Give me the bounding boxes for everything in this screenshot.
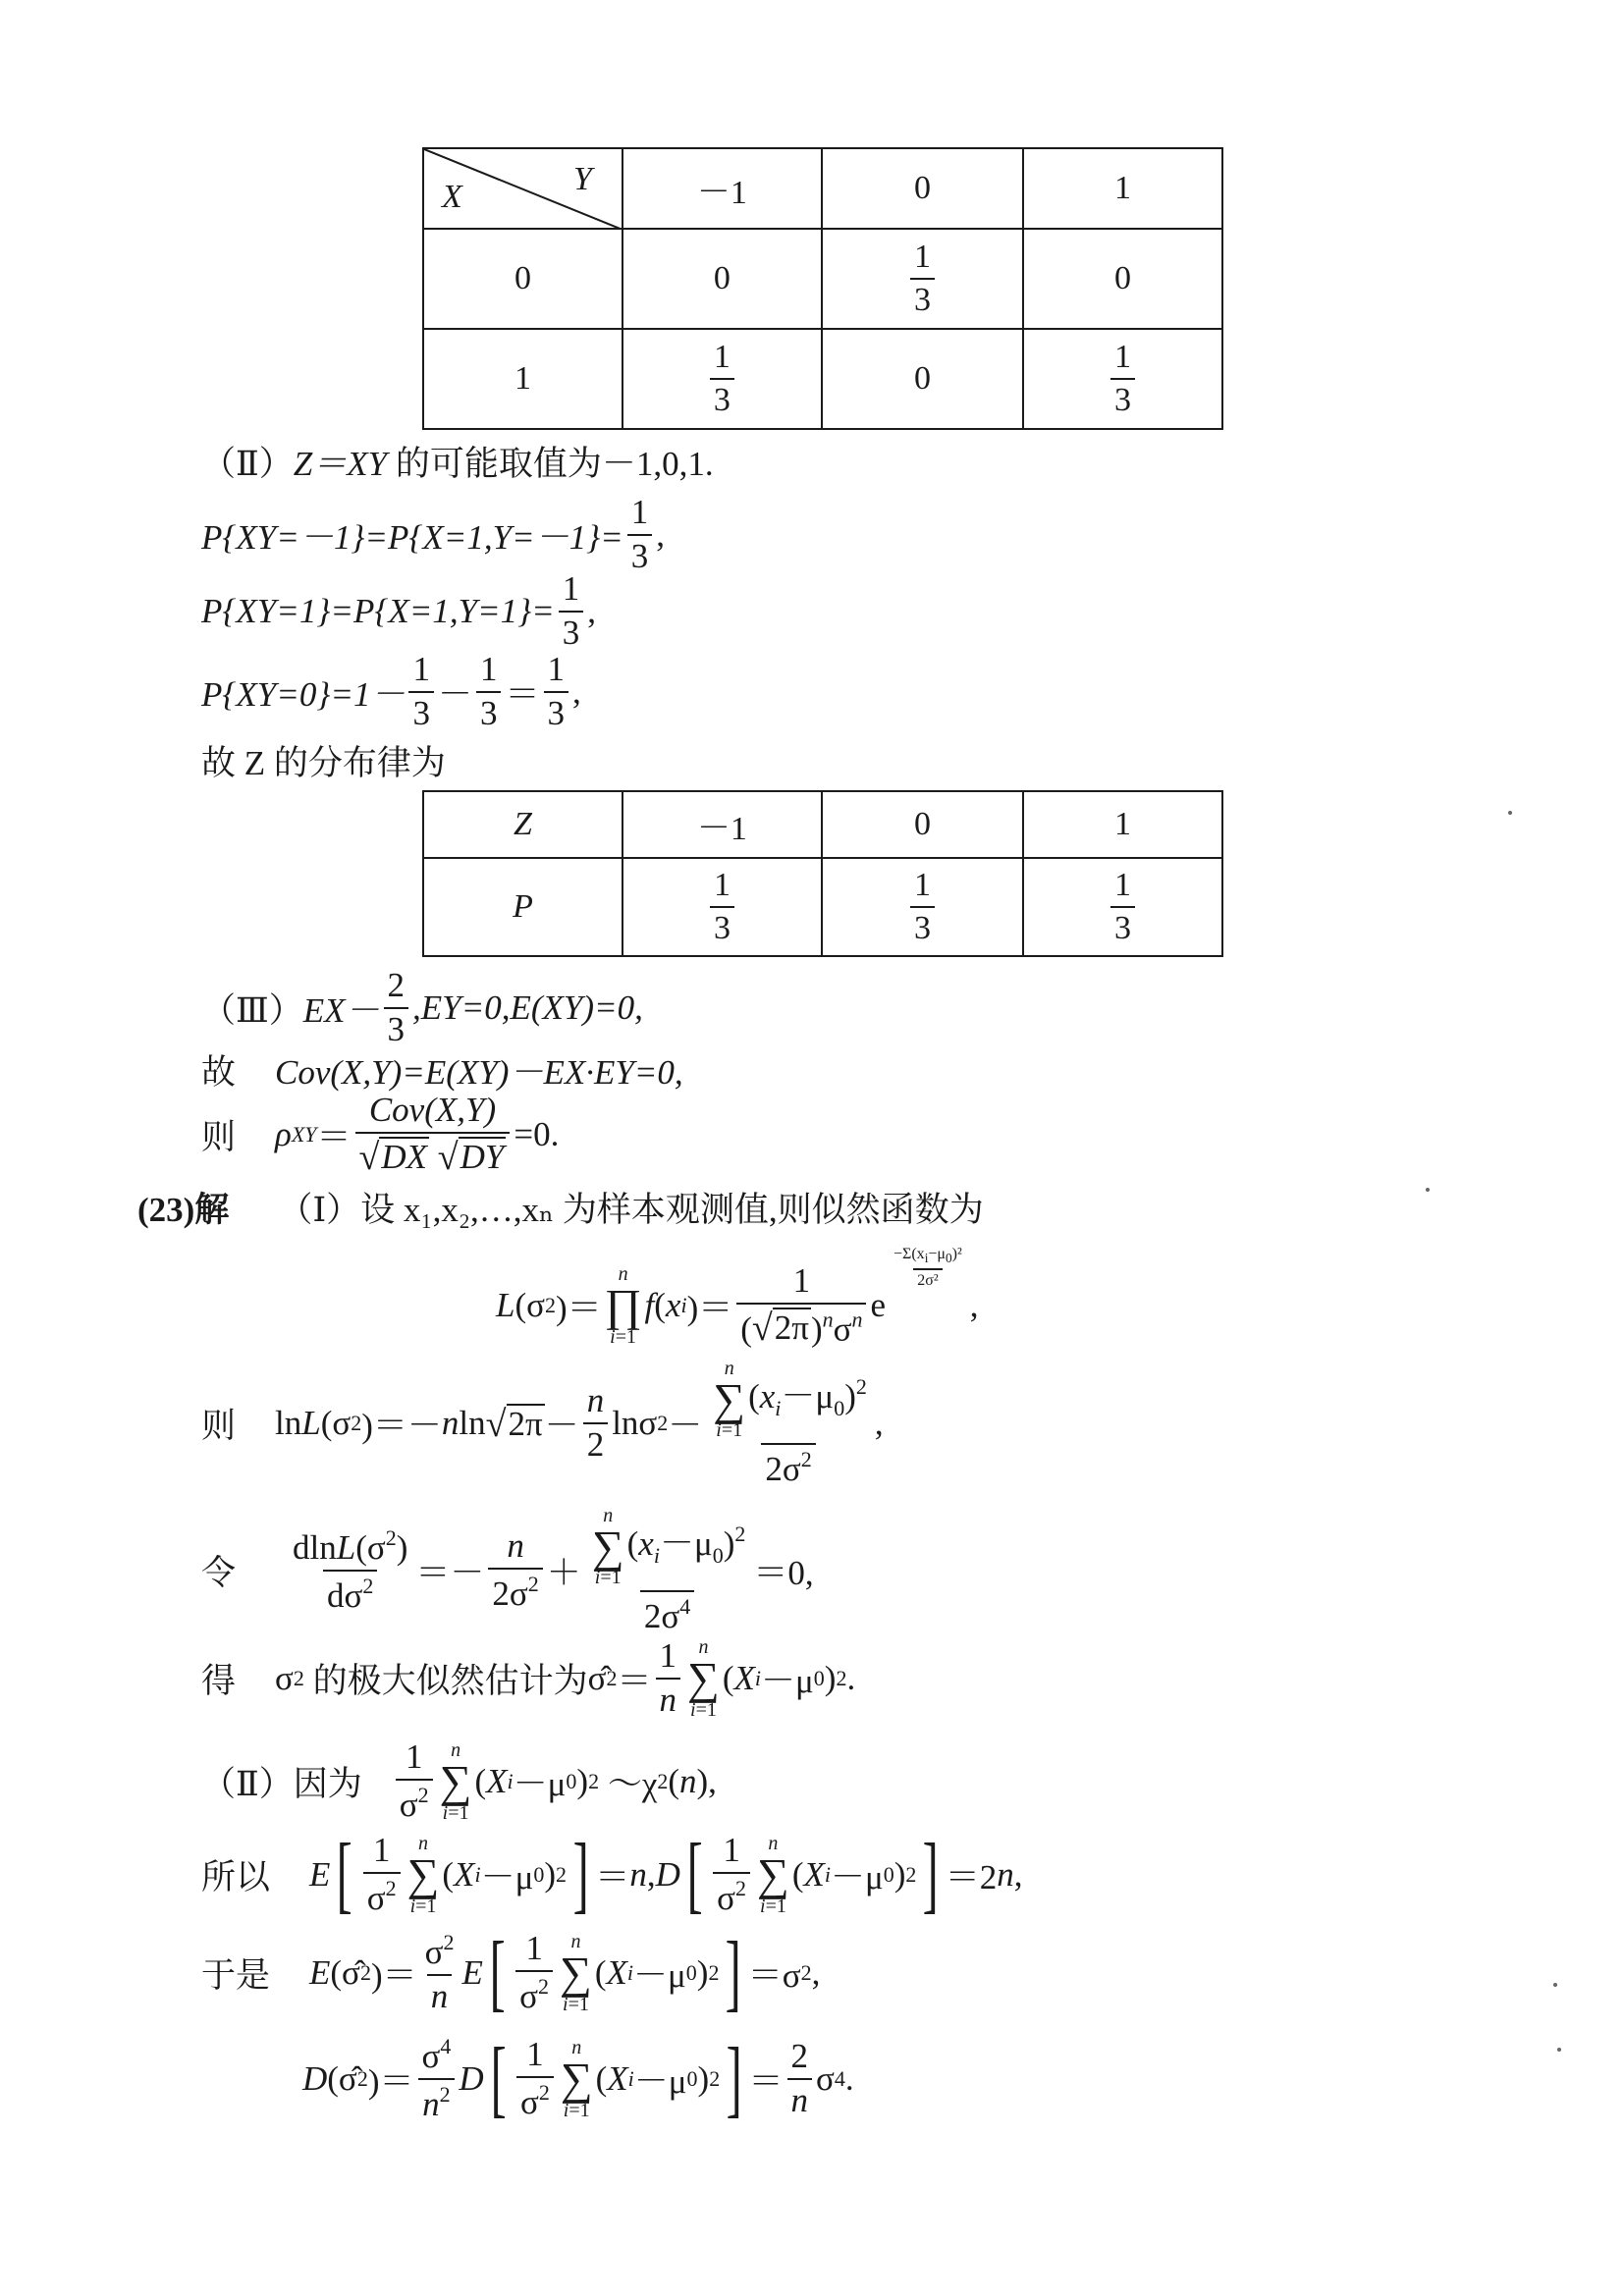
diagonal-header-cell [423,148,623,229]
part3-expectations: （Ⅲ） EX－ $\frac{2}{3}$ ,EY=0,E(XY)=0, [201,966,643,1048]
prob-value: $\frac{1}{3}$ [1023,858,1222,956]
prob-xy-1: P{XY=1}=P{X=1,Y=1}= $\frac{1}{3}$ , [201,569,597,652]
joint-distribution-table [422,147,1223,430]
scan-speck [1508,811,1512,815]
row-header: 0 [423,229,623,329]
derivative-equation: 令 $\frac{dlnL(\sigma^2)}{d\sigma^2}$ ＝－ $\frac{n}{2\sigma^2}$ ＋ n ∑ i=1 $(x_i-\mu_0)^2$ $2\sigma^4$ ＝0, [201,1504,814,1636]
header-x-label: X [442,179,462,215]
expectation-variance-line: 所以 E [ $\frac{1}{\sigma^2}$ n ∑ i=1 ( X i －μ 0 ) 2 ] ＝ n , D [ $\frac{1}{\sigma^2}$ n ∑ i=1 ( X i －μ 0 ) 2 ] ＝2 n , [201,1827,1023,1922]
covariance-line: 故 Cov(X,Y)=E(XY)－EX·EY=0, [201,1053,683,1092]
z-value: 0 [822,791,1023,858]
col-header: 0 [822,148,1023,229]
scan-speck [1553,1983,1557,1987]
likelihood-formula: L (σ 2 )＝ n ∏ i=1 f ( x i )＝ 1 ( √ 2π )$^n\sigma^n$ e $\frac{-\Sigma(x_i-\mu_0)^2}{\text{2σ²}}$ , [496,1246,979,1350]
prob-xy-neg1: P{XY=－1}=P{X=1,Y=－1}= $\frac{1}{3}$ , [201,493,666,575]
cell-value: 0 [623,229,822,329]
part2-intro: （Ⅱ） Z＝XY 的可能取值为－1,0,1. [201,445,714,483]
prob-value: $\frac{1}{3}$ [623,858,822,956]
col-header: 1 [1023,148,1222,229]
prob-xy-0: P{XY=0}=1－ $\frac{1}{3}$ － $\frac{1}{3}$ ＝ $\frac{1}{3}$ , [201,650,581,732]
row-label: P [423,858,623,956]
row-header: 1 [423,329,623,429]
mle-result: 得 σ 2 的极大似然估计为 σ̂ 2 ＝ $\frac{1}{n}$ n ∑ i=1 ( X i －μ 0 ) 2 . [201,1636,856,1721]
row-label: Z [423,791,623,858]
header-y-label: Y [573,161,592,197]
distribution-label: 故 Z 的分布律为 [201,744,446,782]
prob-value: $\frac{1}{3}$ [822,858,1023,956]
expectation-of-estimator: 于是 E (σ̂ 2 )＝ $\frac{\sigma^2}{n}$ E [ $\frac{1}{\sigma^2}$ n ∑ i=1 ( X i －μ 0 ) 2 ] ＝σ 2 , [201,1925,821,2020]
cell-fraction: $\frac{1}{3}$ [1023,329,1222,429]
z-value: 1 [1023,791,1222,858]
z-distribution-table [422,790,1223,957]
q23-header: (23)解 （Ⅰ） 设 x₁,x₂,…,xₙ 为样本观测值,则似然函数为 [137,1191,984,1229]
cell-fraction: $\frac{1}{3}$ [623,329,822,429]
cell-fraction: $\frac{1}{3}$ [822,229,1023,329]
cell-value: 0 [1023,229,1222,329]
scan-speck [1557,2048,1561,2052]
correlation-line: 则 ρ XY ＝ Cov(X,Y) √ DX √ DY =0. [201,1091,560,1179]
variance-of-estimator: D (σ̂ 2 )＝ $\frac{\sigma^4}{n^2}$ D [ $\frac{1}{\sigma^2}$ n ∑ i=1 ( X i －μ 0 ) 2 ] ＝ $\frac{2}{n}$ σ 4 . [302,2031,854,2126]
log-likelihood-formula: 则 ln L (σ 2 )＝－ n ln √ 2π － $\frac{n}{2}$ lnσ 2 － n ∑ i=1 $(x_i-\mu_0)^2$ $2\sigma^2$ , [201,1357,884,1489]
cell-value: 0 [822,329,1023,429]
col-header: －1 [623,148,822,229]
scan-speck [1426,1188,1430,1192]
z-value: －1 [623,791,822,858]
chi-square-statement: （Ⅱ）因为 $\frac{1}{\sigma^2}$ n ∑ i=1 ( X i －μ 0 ) 2 ～χ 2 ( n ), [201,1737,717,1824]
